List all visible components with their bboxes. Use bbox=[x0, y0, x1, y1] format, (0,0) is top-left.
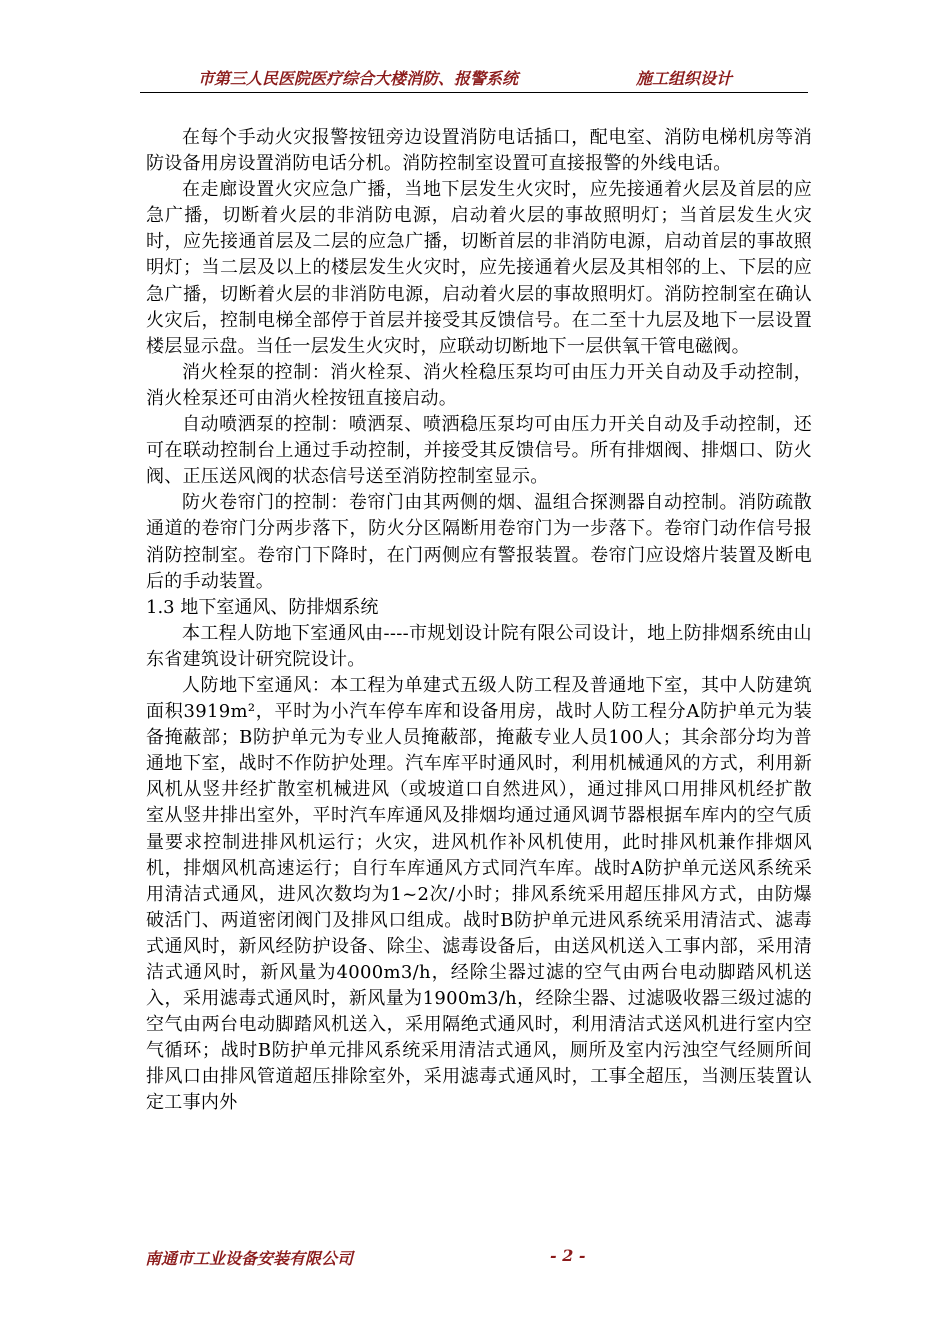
header-project-title: 市第三人民医院医疗综合大楼消防、报警系统 bbox=[198, 69, 519, 88]
page-number: - 2 - bbox=[550, 1246, 586, 1265]
paragraph-hydrant-pump: 消火栓泵的控制：消火栓泵、消火栓稳压泵均可由压力开关自动及手动控制，消火栓泵还可由消火栓按钮直接启动。 bbox=[146, 361, 812, 409]
document-body bbox=[146, 125, 812, 1117]
footer-company-name: 南通市工业设备安装有限公司 bbox=[145, 1249, 354, 1268]
paragraph-emergency-broadcast: 在走廊设置火灾应急广播，当地下层发生火灾时，应先接通着火层及首层的应急广播，切断着火层的非消防电源，启动着火层的事故照明灯；当首层发生火灾时，应先接通首层及二层的应急广播，切断首层的非消防电源，启动首层的事故照明灯；当二层及以上的楼层发生火灾时，应先接通着火层及其相邻的上、下层的应急广播，切断着火层的非消防电源，启动着火层的事故照明灯。消防控制室在确认火灾后，控制电梯全部停于首层并接受其反馈信号。在二至十九层及地下一层设置楼层显示盘。当任一层发生火灾时，应联动切断地下一层供氧干管电磁阀。 bbox=[146, 179, 812, 357]
header-document-type: 施工组织设计 bbox=[636, 69, 733, 88]
paragraph-design-units: 本工程人防地下室通风由----市规划设计院有限公司设计，地上防排烟系统由山东省建筑设计研究院设计。 bbox=[146, 622, 812, 670]
paragraph-basement-ventilation: 人防地下室通风：本工程为单建式五级人防工程及普通地下室，其中人防建筑面积3919m²，平时为小汽车停车库和设备用房，战时人防工程分A防护单元为装备掩蔽部；B防护单元为专业人员掩蔽部，掩蔽专业人员100人；其余部分均为普通地下室，战时不作防护处理。汽车库平时通风时，利用机械通风的方式，利用新风机从竖井经扩散室机械进风（或坡道口自然进风），通过排风口用排风机经扩散室从竖井排出室外，平时汽车库通风及排烟均通过通风调节器根据车库内的空气质量要求控制进排风机运行；火灾，进风机作补风机使用，此时排风机兼作排烟风机，排烟风机高速运行；自行车库通风方式同汽车库。战时A防护单元送风系统采用清洁式通风，进风次数均为1~2次/小时；排风系统采用超压排风方式，由防爆破活门、两道密闭阀门及排风口组成。战时B防护单元进风系统采用清洁式、滤毒式通风时，新风经防护设备、除尘、滤毒设备后，由送风机送入工事内部，采用清洁式通风时，新风量为4000m3/h，经除尘器过滤的空气由两台电动脚踏风机送入，采用滤毒式通风时，新风量为1900m3/h，经除尘器、过滤吸收器三级过滤的空气由两台电动脚踏风机送入，采用隔绝式通风时，利用清洁式送风机进行室内空气循环；战时B防护单元排风系统采用清洁式通风，厕所及室内污浊空气经厕所间排风口由排风管道超压排除室外，采用滤毒式通风时，工事全超压，当测压装置认定工事内外 bbox=[146, 674, 812, 1114]
page-footer bbox=[140, 1246, 808, 1268]
paragraph-fire-shutter: 防火卷帘门的控制：卷帘门由其两侧的烟、温组合探测器自动控制。消防疏散通道的卷帘门分两步落下，防火分区隔断用卷帘门为一步落下。卷帘门动作信号报消防控制室。卷帘门下降时，在门两侧应有警报装置。卷帘门应设熔片装置及断电后的手动装置。 bbox=[146, 492, 812, 592]
paragraph-fire-telephone: 在每个手动火灾报警按钮旁边设置消防电话插口，配电室、消防电梯机房等消防设备用房设置消防电话分机。消防控制室设置可直接报警的外线电话。 bbox=[146, 127, 812, 175]
section-heading: 1.3 地下室通风、防排烟系统 bbox=[146, 596, 379, 618]
page-header bbox=[140, 66, 808, 93]
paragraph-sprinkler-pump: 自动喷洒泵的控制：喷洒泵、喷洒稳压泵均可由压力开关自动及手动控制，还可在联动控制台上通过手动控制，并接受其反馈信号。所有排烟阀、排烟口、防火阀、正压送风阀的状态信号送至消防控制室显示。 bbox=[146, 414, 812, 488]
